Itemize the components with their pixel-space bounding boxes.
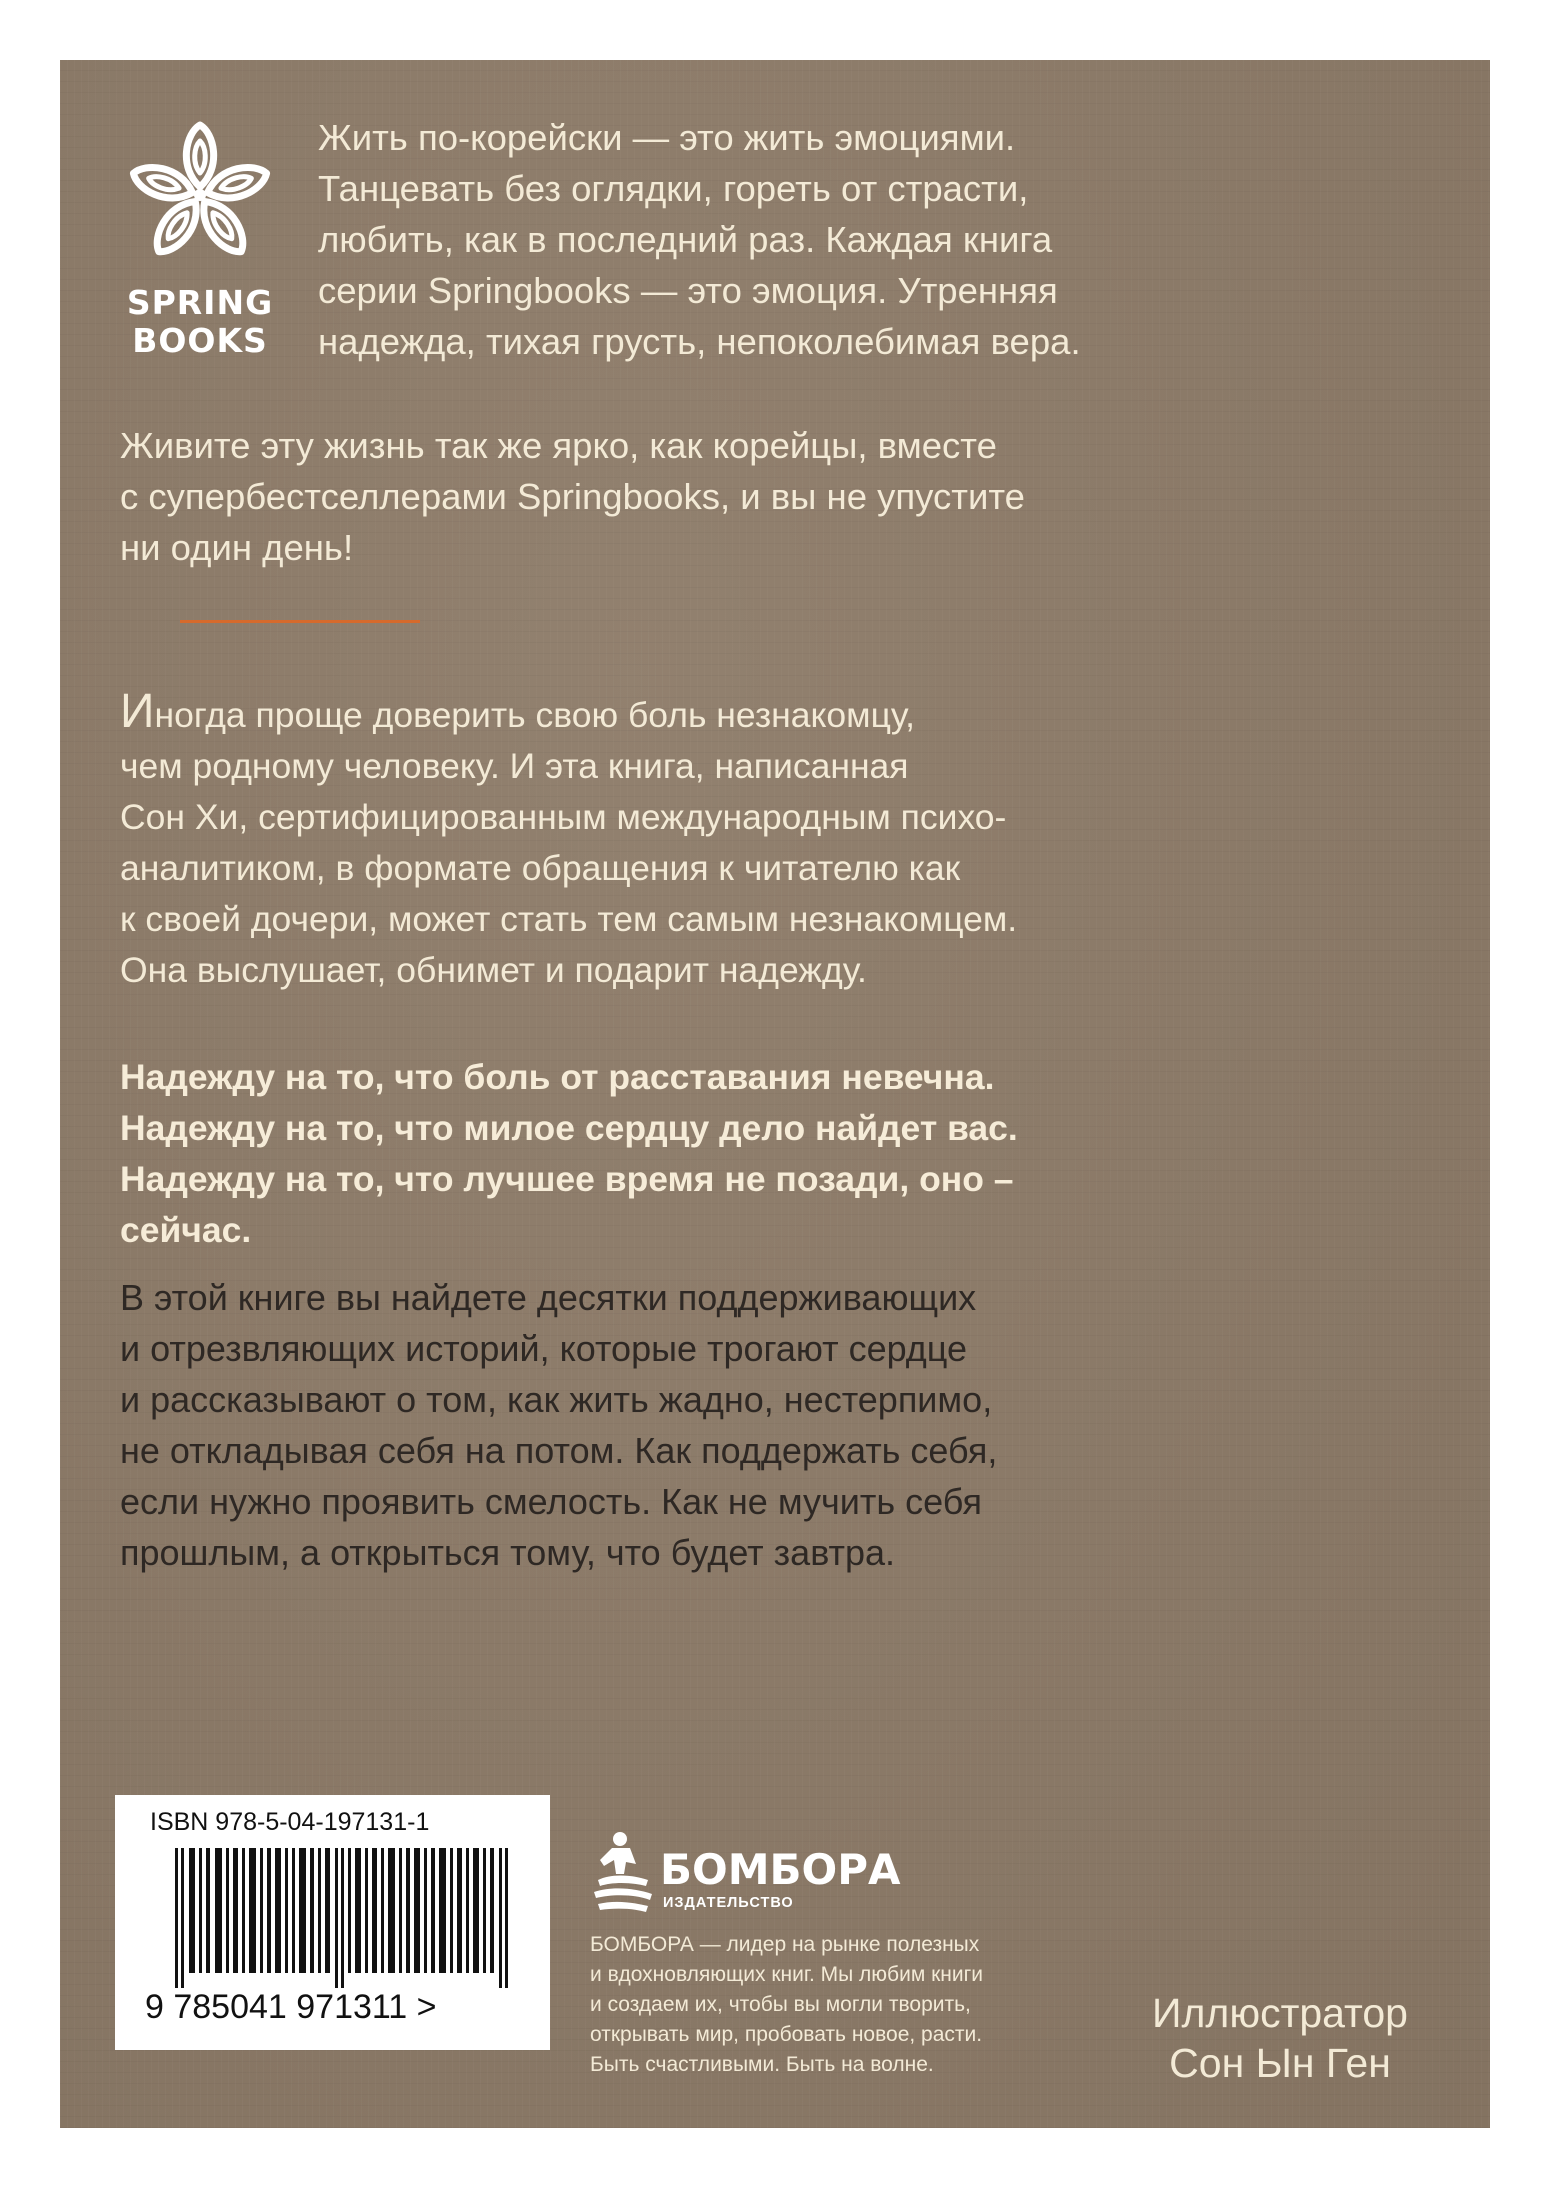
publisher-description (590, 1930, 1090, 2080)
barcode-digits: 9 785041 971311 > (145, 1988, 437, 2026)
logo-wordmark (120, 284, 280, 360)
summary-line: прошлым, а открыться тому, что будет завтра. (120, 1532, 896, 1573)
springbooks-logo (120, 120, 280, 360)
logo-line-books: BOOKS (132, 321, 268, 360)
intro-line: Танцевать без оглядки, гореть от страсти, (318, 168, 1029, 209)
description-line: к своей дочери, может стать тем самым незнакомцем. (120, 899, 1018, 939)
flower-logo-icon (120, 120, 280, 270)
publisher-description-line: и вдохновляющих книг. Мы любим книги (590, 1963, 983, 1986)
hope-line: сейчас. (120, 1210, 252, 1250)
hope-line: Надежду на то, что милое сердцу дело найдет вас. (120, 1108, 1018, 1148)
summary-line: и отрезвляющих историй, которые трогают сердце (120, 1328, 968, 1369)
series-intro (318, 112, 1328, 367)
summary-line: если нужно проявить смелость. Как не мучить себя (120, 1481, 983, 1522)
publisher-description-line: БОМБОРА — лидер на рынке полезных (590, 1933, 980, 1956)
description-line: чем родному человеку. И эта книга, написанная (120, 746, 909, 786)
description-first-line (120, 686, 1370, 741)
description-line: аналитиком, в формате обращения к читателю как (120, 848, 961, 888)
dropcap-letter: И (120, 685, 155, 738)
hopes-block (120, 1052, 1370, 1256)
intro-line: Жить по-корейски — это жить эмоциями. (318, 117, 1016, 158)
intro-line: серии Springbooks — это эмоция. Утренняя (318, 270, 1058, 311)
illustrator-name: Сон Ын Ген (1169, 2040, 1391, 2086)
hope-line: Надежду на то, что лучшее время не позади, оно – (120, 1159, 1014, 1199)
publisher-description-line: и создаем их, чтобы вы могли творить, (590, 1993, 971, 2016)
description-first-line-text: ногда проще доверить свою боль незнакомцу, (154, 695, 915, 735)
intro-line: любить, как в последний раз. Каждая книга (318, 219, 1053, 260)
intro-second-line: Живите эту жизнь так же ярко, как корейцы, вместе (120, 425, 997, 466)
intro-second-line: с супербестселлерами Springbooks, и вы не упустите (120, 476, 1025, 517)
summary-line: не откладывая себя на потом. Как поддержать себя, (120, 1430, 998, 1471)
publisher-subtitle: ИЗДАТЕЛЬСТВО (663, 1895, 794, 1911)
series-intro-second (120, 420, 1330, 573)
intro-second-line: ни один день! (120, 527, 354, 568)
hope-line: Надежду на то, что боль от расставания невечна. (120, 1057, 995, 1097)
orange-divider (180, 620, 420, 623)
publisher-description-line: Быть счастливыми. Быть на волне. (590, 2053, 934, 2076)
illustrator-credit (1110, 1988, 1450, 2088)
publisher-name: БОМБОРА (660, 1845, 901, 1894)
description-line: Сон Хи, сертифицированным международным психо- (120, 797, 1007, 837)
summary-line: В этой книге вы найдете десятки поддерживающих (120, 1277, 977, 1318)
intro-line: надежда, тихая грусть, непоколебимая вера. (318, 321, 1081, 362)
barcode-icon (175, 1848, 520, 1988)
description-line: Она выслушает, обнимет и подарит надежду. (120, 950, 867, 990)
book-description (120, 686, 1370, 996)
logo-line-spring: SPRING (126, 283, 274, 322)
summary-line: и рассказывают о том, как жить жадно, нестерпимо, (120, 1379, 993, 1420)
illustrator-label: Иллюстратор (1152, 1990, 1408, 2036)
book-summary (120, 1272, 1370, 1578)
bombora-surfer-icon (590, 1830, 656, 1918)
isbn-label: ISBN 978-5-04-197131-1 (150, 1808, 430, 1836)
publisher-description-line: открывать мир, пробовать новое, расти. (590, 2023, 983, 2046)
